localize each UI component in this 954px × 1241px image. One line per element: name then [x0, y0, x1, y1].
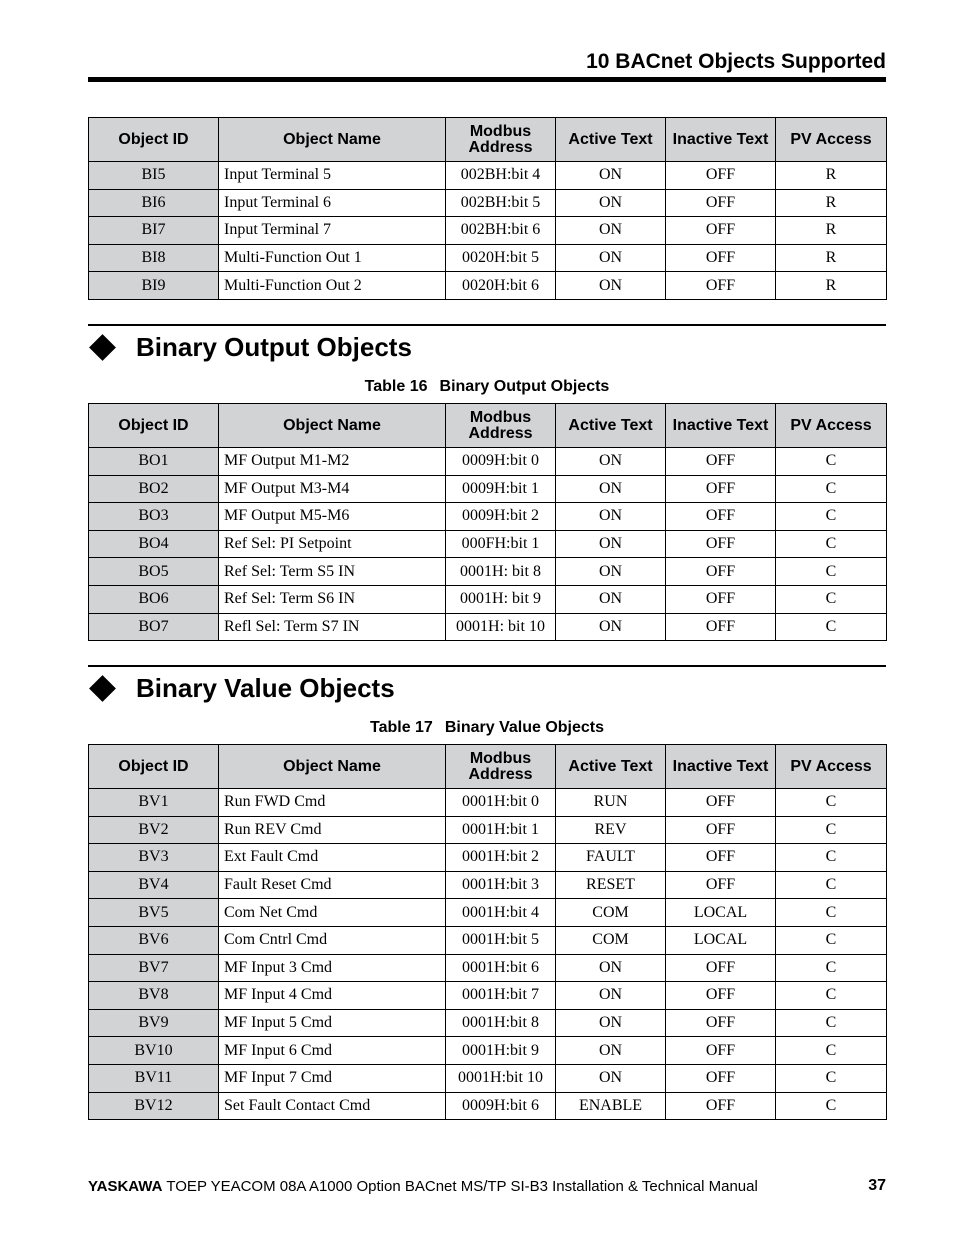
cell-pv-access: C [776, 503, 887, 531]
cell-active-text: ON [556, 613, 666, 641]
cell-active-text: RESET [556, 871, 666, 899]
footer-title-text: TOEP YEACOM 08A A1000 Option BACnet MS/TP SI-B3 Installation & Technical Manual [166, 1178, 758, 1195]
cell-pv-access: C [776, 954, 887, 982]
table-caption-number: Table 16 [364, 378, 428, 395]
column-header-object-id: Object ID [89, 404, 219, 448]
table-row [89, 585, 887, 613]
cell-pv-access: C [776, 1064, 887, 1092]
cell-modbus-address: 0009H:bit 1 [446, 475, 556, 503]
header-rule [88, 77, 886, 82]
cell-object-name: Input Terminal 7 [219, 217, 446, 245]
column-header-pv-access: PV Access [776, 404, 887, 448]
cell-active-text: RUN [556, 789, 666, 817]
cell-inactive-text: OFF [666, 272, 776, 300]
diamond-bullet-icon [89, 334, 116, 361]
table-row [89, 954, 887, 982]
cell-object-id: BV1 [89, 789, 219, 817]
cell-object-name: Ref Sel: Term S5 IN [219, 558, 446, 586]
table-row [89, 503, 887, 531]
table-caption [88, 719, 886, 737]
cell-modbus-address: 0001H:bit 1 [446, 816, 556, 844]
footer-manual-title [88, 1178, 758, 1195]
cell-object-name: MF Input 5 Cmd [219, 1009, 446, 1037]
cell-modbus-address: 0001H:bit 5 [446, 926, 556, 954]
cell-pv-access: C [776, 982, 887, 1010]
cell-inactive-text: OFF [666, 189, 776, 217]
cell-modbus-address: 0020H:bit 5 [446, 244, 556, 272]
cell-object-name: Ref Sel: PI Setpoint [219, 530, 446, 558]
cell-modbus-address: 0020H:bit 6 [446, 272, 556, 300]
cell-object-name: MF Output M1-M2 [219, 448, 446, 476]
cell-modbus-address: 0001H:bit 0 [446, 789, 556, 817]
cell-object-id: BO3 [89, 503, 219, 531]
cell-active-text: ON [556, 162, 666, 190]
cell-modbus-address: 0001H:bit 6 [446, 954, 556, 982]
cell-pv-access: R [776, 272, 887, 300]
cell-object-id: BV11 [89, 1064, 219, 1092]
cell-modbus-address: 0001H:bit 9 [446, 1037, 556, 1065]
cell-pv-access: C [776, 789, 887, 817]
cell-pv-access: R [776, 244, 887, 272]
table-row [89, 530, 887, 558]
cell-inactive-text: OFF [666, 613, 776, 641]
cell-modbus-address: 0001H:bit 3 [446, 871, 556, 899]
cell-modbus-address: 0009H:bit 2 [446, 503, 556, 531]
table-row [89, 162, 887, 190]
cell-active-text: ON [556, 585, 666, 613]
cell-pv-access: C [776, 871, 887, 899]
table-row [89, 448, 887, 476]
cell-active-text: REV [556, 816, 666, 844]
cell-active-text: ON [556, 503, 666, 531]
cell-modbus-address: 0001H: bit 10 [446, 613, 556, 641]
cell-object-name: Com Net Cmd [219, 899, 446, 927]
cell-inactive-text: OFF [666, 585, 776, 613]
table-row [89, 871, 887, 899]
section-rule [88, 665, 886, 667]
cell-object-name: Set Fault Contact Cmd [219, 1092, 446, 1120]
cell-active-text: ON [556, 954, 666, 982]
cell-active-text: COM [556, 926, 666, 954]
cell-object-name: MF Output M5-M6 [219, 503, 446, 531]
cell-object-name: Com Cntrl Cmd [219, 926, 446, 954]
table-caption-title: Binary Output Objects [439, 378, 610, 395]
cell-active-text: ON [556, 558, 666, 586]
cell-inactive-text: OFF [666, 982, 776, 1010]
cell-object-id: BV10 [89, 1037, 219, 1065]
table-header-row [89, 404, 887, 448]
cell-pv-access: C [776, 926, 887, 954]
column-header-inactive-text: Inactive Text [666, 404, 776, 448]
cell-active-text: ON [556, 217, 666, 245]
table-row [89, 613, 887, 641]
section-heading-binary-value [88, 672, 395, 704]
cell-inactive-text: OFF [666, 503, 776, 531]
cell-object-id: BV8 [89, 982, 219, 1010]
cell-object-id: BV2 [89, 816, 219, 844]
cell-object-name: MF Output M3-M4 [219, 475, 446, 503]
cell-modbus-address: 0001H: bit 9 [446, 585, 556, 613]
cell-inactive-text: OFF [666, 1037, 776, 1065]
cell-object-id: BI9 [89, 272, 219, 300]
page-number: 37 [868, 1177, 886, 1194]
section-title: Binary Value Objects [136, 672, 395, 703]
section-heading-binary-output [88, 331, 412, 363]
cell-object-id: BV12 [89, 1092, 219, 1120]
cell-pv-access: C [776, 558, 887, 586]
cell-inactive-text: OFF [666, 816, 776, 844]
cell-pv-access: C [776, 585, 887, 613]
cell-modbus-address: 0001H:bit 2 [446, 844, 556, 872]
cell-modbus-address: 0001H:bit 8 [446, 1009, 556, 1037]
cell-pv-access: C [776, 899, 887, 927]
cell-object-name: Refl Sel: Term S7 IN [219, 613, 446, 641]
column-header-modbus-address: Modbus Address [446, 404, 556, 448]
cell-modbus-address: 0009H:bit 0 [446, 448, 556, 476]
cell-inactive-text: OFF [666, 1092, 776, 1120]
cell-object-id: BO6 [89, 585, 219, 613]
cell-active-text: ON [556, 448, 666, 476]
cell-modbus-address: 002BH:bit 6 [446, 217, 556, 245]
cell-active-text: COM [556, 899, 666, 927]
table-caption-number: Table 17 [369, 719, 433, 736]
table-row [89, 189, 887, 217]
cell-object-id: BI5 [89, 162, 219, 190]
cell-object-id: BV5 [89, 899, 219, 927]
cell-modbus-address: 000FH:bit 1 [446, 530, 556, 558]
cell-object-id: BI6 [89, 189, 219, 217]
cell-active-text: ON [556, 244, 666, 272]
chapter-title: 10 BACnet Objects Supported [586, 50, 886, 73]
cell-active-text: ON [556, 475, 666, 503]
cell-modbus-address: 0009H:bit 6 [446, 1092, 556, 1120]
cell-object-name: Run FWD Cmd [219, 789, 446, 817]
cell-object-name: Ref Sel: Term S6 IN [219, 585, 446, 613]
cell-object-id: BO7 [89, 613, 219, 641]
cell-object-id: BO2 [89, 475, 219, 503]
table-row [89, 1037, 887, 1065]
column-header-inactive-text: Inactive Text [666, 745, 776, 789]
section-title: Binary Output Objects [136, 331, 412, 362]
cell-inactive-text: LOCAL [666, 926, 776, 954]
column-header-inactive-text: Inactive Text [666, 118, 776, 162]
cell-active-text: ON [556, 1009, 666, 1037]
table-row [89, 844, 887, 872]
cell-active-text: ON [556, 272, 666, 300]
cell-inactive-text: OFF [666, 789, 776, 817]
diamond-bullet-icon [89, 675, 116, 702]
column-header-object-name: Object Name [219, 404, 446, 448]
binary-output-table [88, 403, 887, 641]
cell-inactive-text: OFF [666, 558, 776, 586]
cell-inactive-text: LOCAL [666, 899, 776, 927]
table-row [89, 982, 887, 1010]
cell-modbus-address: 0001H:bit 10 [446, 1064, 556, 1092]
column-header-active-text: Active Text [556, 404, 666, 448]
cell-object-name: MF Input 3 Cmd [219, 954, 446, 982]
cell-inactive-text: OFF [666, 217, 776, 245]
column-header-modbus-address: Modbus Address [446, 118, 556, 162]
cell-pv-access: C [776, 1037, 887, 1065]
cell-object-id: BV9 [89, 1009, 219, 1037]
binary-input-table-continued [88, 117, 887, 300]
column-header-object-id: Object ID [89, 118, 219, 162]
cell-modbus-address: 002BH:bit 4 [446, 162, 556, 190]
table-row [89, 272, 887, 300]
cell-active-text: ON [556, 982, 666, 1010]
table-row [89, 1064, 887, 1092]
cell-pv-access: R [776, 162, 887, 190]
cell-active-text: ON [556, 1064, 666, 1092]
cell-object-id: BI8 [89, 244, 219, 272]
cell-inactive-text: OFF [666, 954, 776, 982]
cell-object-id: BO5 [89, 558, 219, 586]
cell-inactive-text: OFF [666, 448, 776, 476]
table-row [89, 217, 887, 245]
table-caption [88, 378, 886, 396]
cell-active-text: ON [556, 1037, 666, 1065]
cell-object-name: Multi-Function Out 2 [219, 272, 446, 300]
cell-active-text: ON [556, 189, 666, 217]
cell-object-id: BV7 [89, 954, 219, 982]
column-header-pv-access: PV Access [776, 118, 887, 162]
cell-pv-access: R [776, 217, 887, 245]
table-row [89, 475, 887, 503]
footer-brand: YASKAWA [88, 1178, 163, 1195]
cell-active-text: ENABLE [556, 1092, 666, 1120]
cell-pv-access: C [776, 816, 887, 844]
cell-object-name: Ext Fault Cmd [219, 844, 446, 872]
cell-modbus-address: 0001H:bit 7 [446, 982, 556, 1010]
table-row [89, 244, 887, 272]
column-header-active-text: Active Text [556, 118, 666, 162]
cell-pv-access: C [776, 475, 887, 503]
column-header-object-id: Object ID [89, 745, 219, 789]
cell-modbus-address: 002BH:bit 5 [446, 189, 556, 217]
table-row [89, 558, 887, 586]
cell-inactive-text: OFF [666, 475, 776, 503]
cell-pv-access: C [776, 1092, 887, 1120]
cell-object-id: BO4 [89, 530, 219, 558]
cell-object-name: MF Input 4 Cmd [219, 982, 446, 1010]
column-header-modbus-address: Modbus Address [446, 745, 556, 789]
cell-pv-access: C [776, 613, 887, 641]
table-row [89, 899, 887, 927]
table-row [89, 816, 887, 844]
cell-object-name: MF Input 6 Cmd [219, 1037, 446, 1065]
cell-object-name: Input Terminal 6 [219, 189, 446, 217]
cell-object-id: BV4 [89, 871, 219, 899]
cell-inactive-text: OFF [666, 244, 776, 272]
cell-pv-access: C [776, 844, 887, 872]
cell-inactive-text: OFF [666, 844, 776, 872]
cell-object-name: Fault Reset Cmd [219, 871, 446, 899]
cell-inactive-text: OFF [666, 1009, 776, 1037]
cell-inactive-text: OFF [666, 871, 776, 899]
table-header-row [89, 118, 887, 162]
column-header-object-name: Object Name [219, 118, 446, 162]
cell-inactive-text: OFF [666, 530, 776, 558]
table-row [89, 789, 887, 817]
cell-pv-access: C [776, 1009, 887, 1037]
cell-object-name: Run REV Cmd [219, 816, 446, 844]
column-header-object-name: Object Name [219, 745, 446, 789]
table-header-row [89, 745, 887, 789]
column-header-active-text: Active Text [556, 745, 666, 789]
column-header-pv-access: PV Access [776, 745, 887, 789]
cell-active-text: FAULT [556, 844, 666, 872]
cell-object-id: BV3 [89, 844, 219, 872]
cell-inactive-text: OFF [666, 162, 776, 190]
table-row [89, 1092, 887, 1120]
table-caption-title: Binary Value Objects [444, 719, 605, 736]
cell-object-id: BO1 [89, 448, 219, 476]
cell-object-id: BI7 [89, 217, 219, 245]
binary-value-table [88, 744, 887, 1120]
cell-active-text: ON [556, 530, 666, 558]
cell-object-id: BV6 [89, 926, 219, 954]
cell-pv-access: R [776, 189, 887, 217]
cell-object-name: MF Input 7 Cmd [219, 1064, 446, 1092]
cell-pv-access: C [776, 448, 887, 476]
table-row [89, 1009, 887, 1037]
table-row [89, 926, 887, 954]
cell-object-name: Multi-Function Out 1 [219, 244, 446, 272]
cell-inactive-text: OFF [666, 1064, 776, 1092]
cell-modbus-address: 0001H:bit 4 [446, 899, 556, 927]
cell-pv-access: C [776, 530, 887, 558]
cell-modbus-address: 0001H: bit 8 [446, 558, 556, 586]
section-rule [88, 324, 886, 326]
cell-object-name: Input Terminal 5 [219, 162, 446, 190]
